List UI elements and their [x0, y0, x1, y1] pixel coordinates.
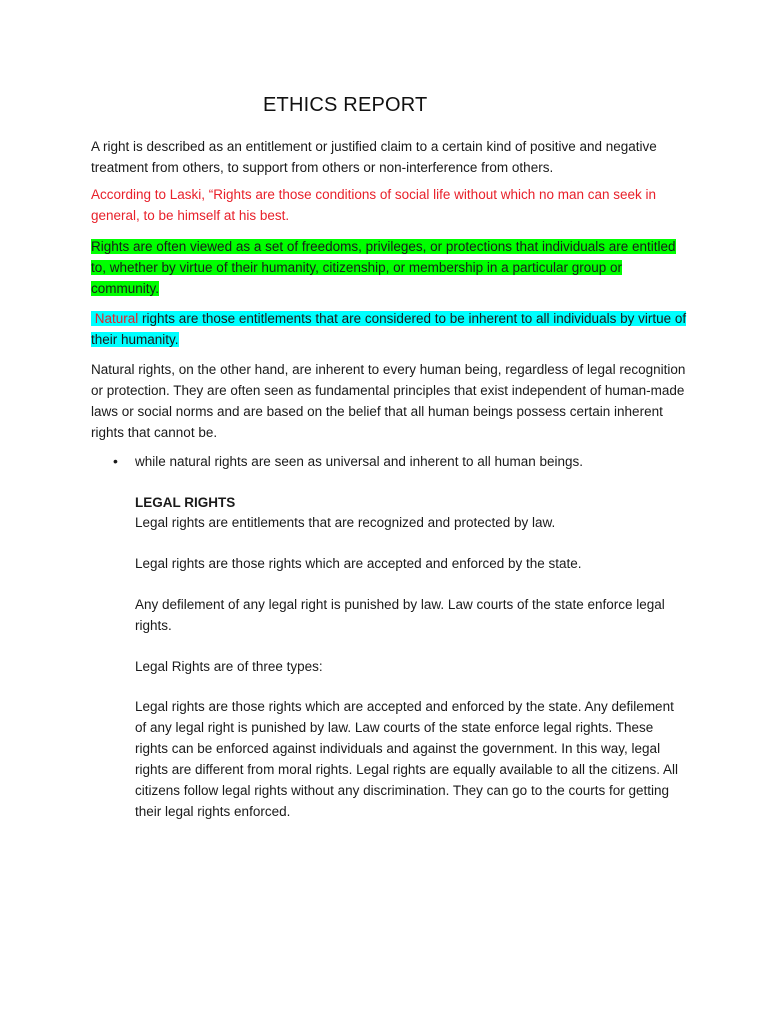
paragraph-right-definition: A right is described as an entitlement or justified claim to a certain kind of positive and negative treatment from others, to support from others or non-interference from others. [91, 139, 657, 175]
paragraph-laski-quote: According to Laski, “Rights are those conditions of social life without which no man can seek in general, to be himself at his best. [91, 187, 657, 223]
cyan-highlighted-text [91, 311, 686, 347]
paragraph-natural-rights-definition [91, 308, 691, 350]
natural-word: Natural [94, 311, 139, 326]
bullet-icon: • [113, 453, 118, 469]
paragraph-rights-freedoms [91, 236, 691, 299]
page-title: ETHICS REPORT [263, 94, 428, 116]
paragraph-natural-rights-explained: Natural rights, on the other hand, are inherent to every human being, regardless of legal recognition or protection. They are often seen as fundamental principles that exist independent of human-made laws or social norms and are based on the belief that all human beings possess certain inherent rights that cannot be. [91, 362, 686, 440]
legal-rights-heading: LEGAL RIGHTS [135, 495, 236, 510]
legal-rights-line-1: Legal rights are entitlements that are recognized and protected by law. [135, 515, 556, 530]
natural-rest-text: rights are those entitlements that are considered to be inherent to all individuals by virtue of their humanity. [91, 311, 687, 347]
legal-rights-line-3: Any defilement of any legal right is punished by law. Law courts of the state enforce legal rights. [135, 597, 665, 633]
green-highlighted-text: Rights are often viewed as a set of freedoms, privileges, or protections that individuals are entitled to, whether by virtue of their humanity, citizenship, or membership in a particular group or community. [91, 239, 676, 296]
legal-rights-paragraph: Legal rights are those rights which are accepted and enforced by the state. Any defilement of any legal right is punished by law. Law courts of the state enforce legal rights. These rights can be enforced against individuals and against the government. In this way, legal rights are different from moral rights. Legal rights are equally available to all the citizens. All citizens follow legal rights without any discrimination. They can go to the courts for getting their legal rights enforced. [135, 699, 679, 819]
legal-rights-types: Legal Rights are of three types: [135, 659, 323, 674]
legal-rights-line-2: Legal rights are those rights which are accepted and enforced by the state. [135, 556, 582, 571]
bullet-text: while natural rights are seen as universal and inherent to all human beings. [135, 454, 584, 469]
